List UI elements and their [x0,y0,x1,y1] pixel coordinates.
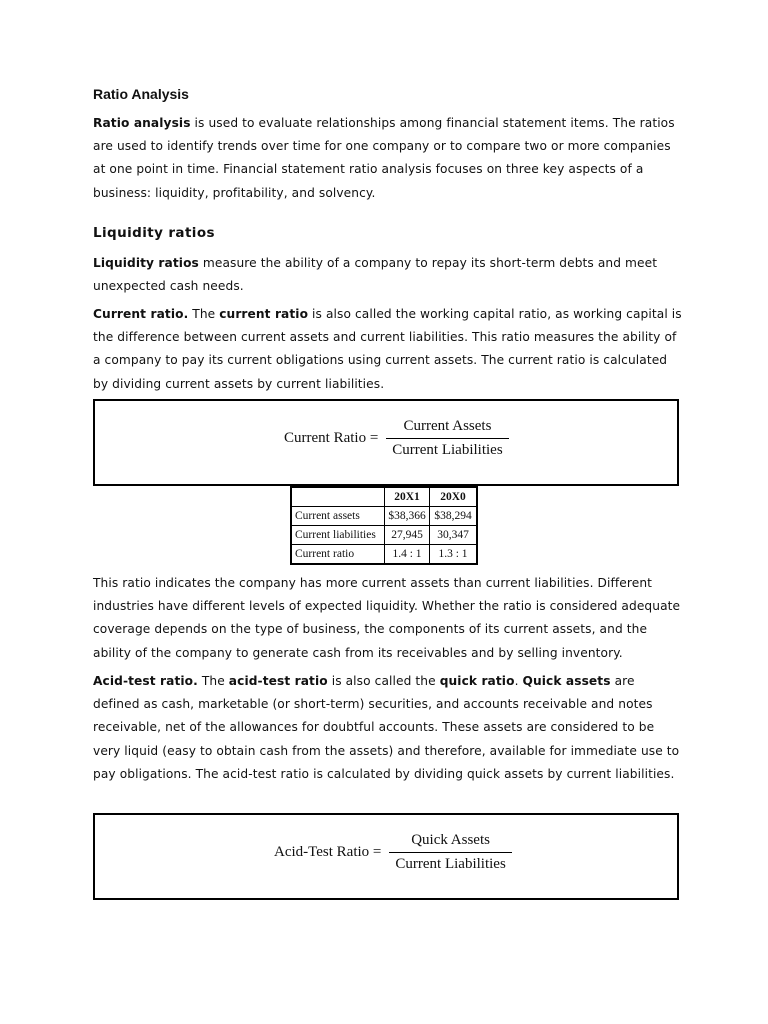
current-ratio-text: is also called the working capital ratio, as working capital is the difference between current assets and current liabilities. This ratio measures the ability of a company to pay its current obligations using current assets. The current ratio is calculated by dividing current assets by current liabilities. [93,307,682,391]
table-header: 20X1 [385,487,430,507]
intro-term: Ratio analysis [93,116,191,130]
formula-numerator: Current Assets [403,418,492,434]
formula-lhs: Current Ratio = [284,430,379,446]
intro-text: is used to evaluate relationships among financial statement items. The ratios are used to identify trends over time for one company or to compare two or more companies at one point in time. Financial statement ratio analysis focuses on three key aspects of a business: liquidity, profitability, and solvency. [93,116,675,200]
table-cell: Current ratio [291,545,385,565]
current-ratio-explanation: This ratio indicates the company has more current assets than current liabilities. Different industries have different levels of expected liquidity. Whether the ratio is considered adequate coverage depends on the type of business, the components of its current assets, and the ability of the company to generate cash from its receivables and by selling inventory. [93,576,681,660]
table-cell: $38,366 [385,507,430,526]
current-ratio-formula-box [93,399,679,486]
table-cell: 1.4 : 1 [385,545,430,565]
table-row [291,526,477,545]
current-ratio-label: Current ratio. [93,307,189,321]
table-cell: Current liabilities [291,526,385,545]
liquidity-heading: Liquidity ratios [93,225,215,241]
table-header: 20X0 [430,487,478,507]
acid-test-paragraph [93,670,683,786]
quick-assets-term: Quick assets [522,674,611,688]
formula-numerator: Quick Assets [411,832,490,848]
current-ratio-formula [284,418,509,459]
liquidity-text: measure the ability of a company to repay its short-term debts and meet unexpected cash needs. [93,256,658,294]
table-row [291,507,477,526]
current-ratio-term: current ratio [219,307,309,321]
current-ratio-table [290,486,478,565]
table-header [291,487,385,507]
table-header-row [291,487,477,507]
intro-paragraph [93,112,683,205]
current-ratio-pre: The [188,307,220,321]
table-cell: 1.3 : 1 [430,545,478,565]
table-cell: Current assets [291,507,385,526]
table-cell: 30,347 [430,526,478,545]
liquidity-paragraph [93,252,683,298]
acid-test-pre: The [197,674,229,688]
acid-test-term: acid-test ratio [228,674,328,688]
acid-test-text: are defined as cash, marketable (or short-term) securities, and accounts receivable and notes receivable, net of the allowances for doubtful accounts. These assets are considered to be very liquid (easy to obtain cash from the assets) and therefore, available for immediate use to pay obligations. The acid-test ratio is calculated by dividing quick assets by current liabilities. [93,674,680,781]
current-ratio-paragraph [93,303,683,396]
quick-ratio-term: quick ratio [439,674,515,688]
table-cell: $38,294 [430,507,478,526]
acid-test-label: Acid-test ratio. [93,674,198,688]
formula-fraction [386,418,508,459]
formula-denominator: Current Liabilities [395,856,506,872]
formula-fraction [389,832,511,873]
liquidity-term: Liquidity ratios [93,256,199,270]
acid-test-mid: is also called the [327,674,440,688]
table-cell: 27,945 [385,526,430,545]
acid-test-formula-box [93,813,679,900]
page-title: Ratio Analysis [93,86,189,102]
acid-test-sep: . [514,674,523,688]
formula-lhs: Acid-Test Ratio = [274,844,382,860]
formula-denominator: Current Liabilities [392,442,503,458]
table-row [291,545,477,565]
acid-test-formula [274,832,512,873]
